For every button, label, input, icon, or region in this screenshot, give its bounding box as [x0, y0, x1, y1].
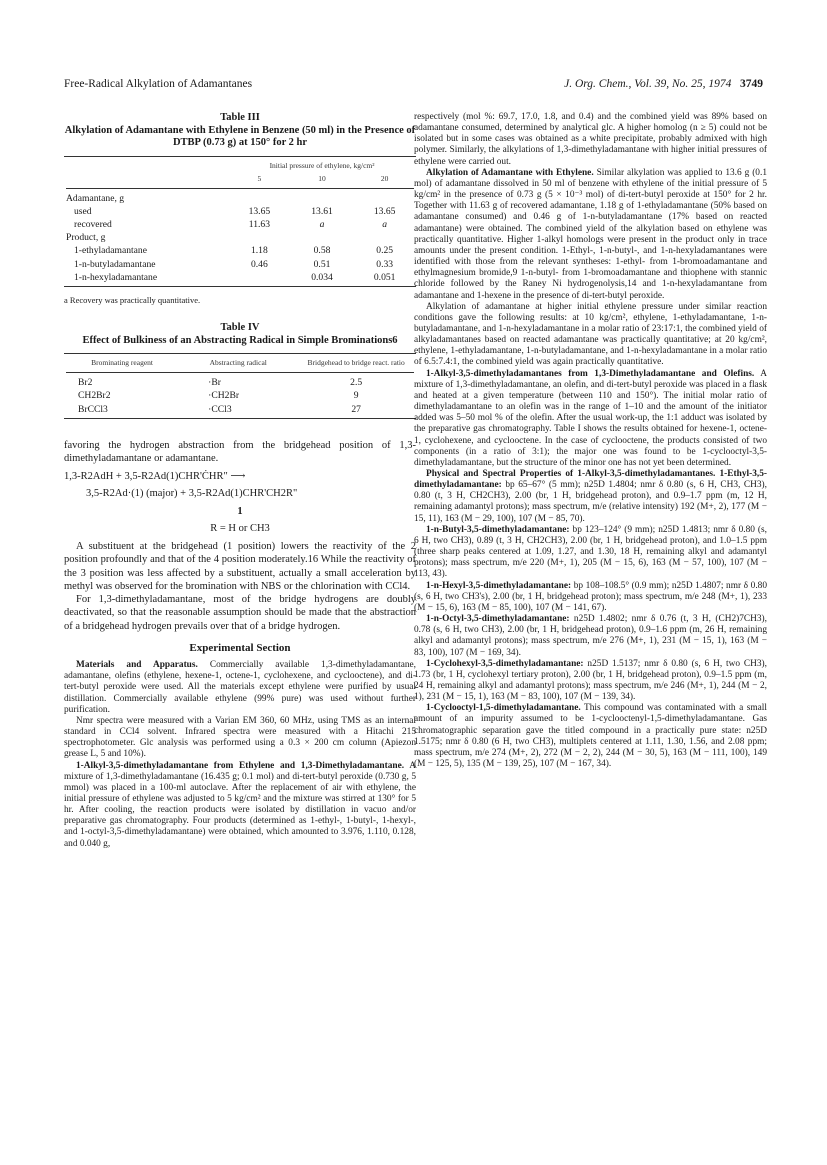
- paragraph: respectively (mol %: 69.7, 17.0, 1.8, and 0.4) and the combined yield was 89% based on adamantane consumed, determined by analytical glc. A higher homolog (n ≥ 5) could not be isolated but in some cases was obtained as a white precipitate, probably admixed with high polymer. Similarly, the alkylations of 1,3-dimethyladamantane with higher initial pressures of ethylene were carried out.: [414, 112, 767, 167]
- row-label: Product, g: [66, 232, 106, 244]
- table4-caption: Effect of Bulkiness of an Abstracting Radical in Simple Brominations6: [82, 334, 398, 346]
- table3-col-header: 5: [257, 173, 262, 183]
- table3-span-header: Initial pressure of ethylene, kg/cm²: [269, 160, 375, 170]
- cell: [353, 192, 416, 205]
- row-label: 1-n-hexyladamantane: [74, 271, 158, 283]
- row-label: 1-n-butyladamantane: [74, 258, 156, 270]
- cell: [228, 231, 291, 244]
- equation-line-2: 3,5-R2Ad·(1) (major) + 3,5-R2Ad(1)CHR'CH2R": [86, 488, 298, 500]
- row-label: used: [74, 205, 92, 217]
- cell: BrCCl3: [78, 403, 108, 415]
- paragraph: A substituent at the bridgehead (1 position) lowers the reactivity of the 2 position profoundly and that of the 4 position moderately.16 While the reactivity of the 3 position was less affected by a substituent, actually a small acceleration by methyl was observed for the bromination with NBS or the chlorination with CCl4.: [64, 540, 416, 592]
- table-row: [64, 205, 416, 218]
- paragraph-body: Commercially available 1,3-dimethyladamantane, adamantane, olefins (ethylene, hexene-1, octene-1, cyclohexene, and cyclooctene), and di-tert-butyl peroxide were used. All the materials except ethylene were purified by usual distillation. Commercially available ethylene (99% pure) was used without further purification.: [64, 660, 416, 715]
- row-label: 1-ethyladamantane: [74, 245, 147, 257]
- paragraph: [414, 525, 767, 581]
- cell: [291, 192, 354, 205]
- right-column: [414, 112, 767, 770]
- paragraph: [414, 168, 767, 302]
- cell: 0.034: [311, 271, 333, 283]
- table3-col-header: 10: [318, 173, 326, 183]
- paragraph-heading: 1-Alkyl-3,5-dimethyladamantane from Ethylene and 1,3-Dimethyladamantane.: [76, 760, 405, 771]
- row-label: recovered: [74, 219, 112, 231]
- table-row: [64, 231, 416, 244]
- table-row: [64, 218, 416, 231]
- table3-footnote: a Recovery was practically quantitative.: [64, 294, 201, 305]
- cell: a: [319, 219, 325, 231]
- paragraph-heading: Alkylation of Adamantane with Ethylene.: [426, 167, 594, 178]
- paragraph-heading: Physical and Spectral Properties of 1-Alkyl-3,5-dimethyladamantanes. 1-Ethyl-3,5-dimethyladamantane:: [414, 469, 767, 491]
- table-row: [64, 376, 416, 389]
- cell: 0.25: [376, 245, 394, 257]
- table-rule: [64, 418, 416, 419]
- paragraph-heading: 1-n-Hexyl-3,5-dimethyladamantane:: [426, 580, 572, 591]
- cell: 0.51: [313, 258, 331, 270]
- paragraph: [414, 703, 767, 770]
- equation-r-definition: R = H or CH3: [210, 522, 270, 534]
- cell: a: [382, 219, 388, 231]
- paragraph: Alkylation of adamantane at higher initial ethylene pressure under similar reaction conditions gave the following results: at 10 kg/cm², ethylene, 1-ethyladamantane, 1-n-butyladamantane, and 1-n-hexyladamantane in a molar ratio of 23:17:1, the combined yield of alkyladamantanes based on reacted adamantane was practically quantitative; at 20 kg/cm², ethylene, 1-ethyladamantane, 1-n-butyladamantane, and 1-n-hexyladamantane in a molar ratio of 6.5:7.4:1, the combined yield was again practically quantitative.: [414, 301, 767, 368]
- paragraph-body: A mixture of 1,3-dimethyladamantane (16.435 g; 0.1 mol) and di-tert-butyl peroxide (0.730 g, 5 mmol) was placed in a 100-ml autoclave. After the replacement of air with ethylene, the initial pressure of ethylene was adjusted to 5 kg/cm² and the mixture was stirred at 130° for 5 hr. After cooling, the reaction products were isolated by distillation in vacuo and/or preparative gas chromatography. Four products (determined as 1-ethyl-, 1-butyl-, 1-hexyl-, and 1-octyl-3,5-dimethyladamantane) were obtained, which amounted to 3.976, 1.110, 0.128, and 0.040 g,: [64, 760, 416, 849]
- cell: 0.58: [313, 245, 331, 257]
- cell: 1.18: [250, 245, 268, 257]
- cell: 0.051: [373, 271, 396, 283]
- paragraph: [414, 614, 767, 659]
- paragraph-body: Similar alkylation was applied to 13.6 g (0.1 mol) of adamantane dissolved in 50 ml of benzene with ethylene of the initial pressure of 5 kg/cm² in the presence of 0.73 g (5 × 10⁻³ mol) of di-tert-butyl peroxide at 150° for 2 hr. Together with 11.63 g of recovered adamantane, 1.18 g of 1-ethyladamantane (50% based on adamantane consumed) and 0.46 g of 1-n-butyladamantane (17% based on reacted adamantane) were obtained. The combined yield of the alkylation based on ethylene was practically quantitative. Higher 1-alkyl homologs were present in the product only in trace amounts under the present condition. 1-Ethyl-, 1-n-butyl-, and 1-n-hexyladamantanes were identified with those from the relevant syntheses: 1-ethyl- from 1-bromoadamantane and ethylmagnesium bromide,9 1-n-butyl- from 1-bromoadamantane and thiophene with stannic chloride followed by the Raney Ni hydrogenolysis,14 and 1-n-hexyladamantane from adamantane and 1-hexene in the presence of di-tert-butyl peroxide.: [414, 167, 767, 301]
- cell: 0.33: [376, 258, 394, 270]
- paragraph: [414, 581, 767, 614]
- paragraph-body: This compound was contaminated with a small amount of an impurity assumed to be 1-cyclooctenyl-1,5-dimethyladamantane. Gas chromatographic separation gave the titled compound in a practically pure state: n25D 1.5175; nmr δ 0.80 (6 H, two CH3), multiplets centered at 1.11, 1.30, 1.56, and 2.08 ppm; mass spectrum, m/e 274 (M+, 2), 272 (M − 2, 2), 244 (M − 30, 5), 163 (M − 111, 100), 149 (M − 125, 5), 135 (M − 139, 25), 107 (M − 167, 34).: [414, 703, 767, 770]
- paragraph-heading: 1-Alkyl-3,5-dimethyladamantanes from 1,3-Dimethyladamantane and Olefins.: [426, 368, 755, 379]
- table-row: [64, 271, 416, 284]
- paragraph: [64, 660, 416, 716]
- cell: 0.46: [250, 258, 268, 270]
- paragraph-heading: 1-n-Octyl-3,5-dimethyladamantane:: [426, 614, 570, 625]
- table-rule: [66, 372, 414, 373]
- table-rule: [64, 286, 416, 287]
- paragraph-body: bp 108–108.5° (0.9 mm); n25D 1.4807; nmr δ 0.80 (s, 6 H, two CH3's), 2.00 (br, 1 H, bridgehead proton); mass spectrum, m/e 248 (M+, 1), 233 (M − 15, 6), 163 (M − 85, 100), 107 (M − 141, 67).: [414, 580, 768, 613]
- paragraph: [414, 369, 767, 469]
- paragraph: Nmr spectra were measured with a Varian EM 360, 60 MHz, using TMS as an internal standard in CCl4 solvent. Infrared spectra were measured with a Hitachi 215 spectrophotometer. Glc analysis was performed using a 0.3 × 200 cm column (Apiezon grease L, 5 and 10%).: [64, 715, 416, 760]
- cell: 2.5: [350, 377, 363, 389]
- table3-title: Table III: [220, 112, 260, 123]
- table4-col-header: Abstracting radical: [209, 358, 267, 368]
- paragraph-heading: 1-Cyclooctyl-1,5-dimethyladamantane.: [426, 703, 581, 714]
- row-label: Adamantane, g: [66, 192, 125, 204]
- cell: [228, 192, 291, 205]
- cell: [228, 271, 291, 284]
- table-rule: [64, 353, 416, 354]
- table-row: [64, 403, 416, 416]
- paragraph-body: n25D 1.4802; nmr δ 0.76 (t, 3 H, (CH2)7CH3), 0.78 (s, 6 H, two CH3), 2.00 (br, 1 H, bridgehead proton), 0.9–1.6 ppm (m, 26 H, remaining alkyl and adamantyl protons); mass spectrum, m/e 276 (M+, 1), 231 (M − 15, 1), 163 (M − 83, 100), 107 (M − 169, 34).: [414, 614, 767, 658]
- paragraph: [414, 469, 767, 525]
- cell: ·CH2Br: [208, 390, 240, 402]
- left-column: [64, 112, 416, 850]
- cell: ·CCl3: [208, 403, 232, 415]
- cell: 27: [351, 403, 361, 415]
- cell: 13.65: [248, 205, 271, 217]
- paragraph-heading: 1-n-Butyl-3,5-dimethyladamantane:: [426, 524, 570, 535]
- paragraph: [414, 659, 767, 704]
- journal-name: J. Org. Chem., Vol. 39, No. 25, 1974: [564, 78, 732, 90]
- cell: [353, 231, 416, 244]
- cell: 11.63: [248, 219, 270, 231]
- paragraph: For 1,3-dimethyladamantane, most of the bridge hydrogens are doubly deactivated, so that the reasonable assumption should be made that the abstraction of a bridgehead hydrogen prevails over that of a bridge hydrogen.: [64, 594, 416, 632]
- table-row: [64, 389, 416, 402]
- table3-caption: Alkylation of Adamantane with Ethylene in Benzene (50 ml) in the Presence of DTBP (0.73 g) at 150° for 2 hr: [64, 124, 416, 148]
- table-rule: [64, 156, 416, 157]
- paragraph: [64, 761, 416, 850]
- table-row: [64, 258, 416, 271]
- table-rule: [66, 188, 414, 189]
- cell: 13.65: [373, 205, 396, 217]
- table-row: [64, 192, 416, 205]
- cell: Br2: [78, 377, 93, 389]
- paragraph-body: bp 123–124° (9 mm); n25D 1.4813; nmr δ 0.80 (s, 6 H, two CH3), 0.89 (t, 3 H, CH2CH3), 2.00 (br, 1 H, bridgehead proton), and 1.0–1.5 ppm (three sharp peaks centered at 1.09, 1.27, and 1.30, 18 H, remaining alkyl and adamantyl protons); mass spectrum, m/e 220 (M+, 1), 205 (M − 15, 6), 163 (M − 57, 100), 107 (M − 113, 43).: [414, 524, 767, 580]
- table3: [64, 159, 416, 284]
- cell: [291, 231, 354, 244]
- table-row: [64, 244, 416, 257]
- page-number: 3749: [740, 78, 763, 90]
- running-title: Free-Radical Alkylation of Adamantanes: [64, 78, 253, 90]
- paragraph-heading: Materials and Apparatus.: [76, 660, 198, 671]
- table4-col-header: Brominating reagent: [91, 358, 153, 368]
- cell: 13.61: [311, 205, 333, 217]
- paragraph-body: bp 65–67° (5 mm); n25D 1.4804; nmr δ 0.80 (s, 6 H, CH3, CH3), 0.80 (t, 3 H, CH2CH3), 2.00 (br, 1 H, bridgehead proton), and 0.9–1.7 ppm (m, 12 H, remaining adamantyl protons); mass spectrum, m/e (relative intensity) 192 (M+, 2), 177 (M − 15, 11), 163 (M − 29, 100), 107 (M − 85, 70).: [414, 480, 767, 524]
- equation-number: 1: [237, 505, 243, 517]
- paragraph-heading: 1-Cyclohexyl-3,5-dimethyladamantane:: [426, 658, 584, 669]
- cell: 9: [353, 390, 359, 402]
- section-heading: Experimental Section: [189, 641, 291, 654]
- cell: ·Br: [208, 377, 221, 389]
- cell: CH2Br2: [78, 390, 111, 402]
- journal-citation: [564, 78, 763, 90]
- paragraph-body: A mixture of 1,3-dimethyladamantane, an olefin, and di-tert-butyl peroxide was placed in a flask and heated at a given temperature (between 110 and 150°). The initial molar ratio of dimethyladamantane to an olefin was in the range of 1–10 and the amount of the initiator added was 5–50 mol % of the olefin. After the usual work-up, the 1:1 adduct was isolated by the preparative gas chromatography. Table I shows the results obtained for hexene-1, octene-1, cyclohexene, and cyclooctene. In the case of cyclooctene, the products consisted of two components (in a ratio of 3:1); the major one was found to be 1-cyclooctyl-3,5-dimethyladamantane, but the structure of the minor one has not yet been determined.: [414, 368, 767, 468]
- table3-col-header: 20: [380, 173, 389, 183]
- table4: [64, 356, 416, 416]
- paragraph: favoring the hydrogen abstraction from the bridgehead position of 1,3-dimethyladamantane or adamantane.: [64, 439, 416, 464]
- table4-col-header: Bridgehead to bridge react. ratio: [307, 358, 405, 368]
- table4-title: Table IV: [220, 322, 260, 334]
- paragraph-body: n25D 1.5137; nmr δ 0.80 (s, 6 H, two CH3), 1.73 (br, 1 H, cyclohexyl tertiary proton), 2.00 (br, 1 H, bridgehead proton), 0.9–1.5 ppm (m, 24 H, remaining alkyl and adamantyl protons); mass spectrum, m/e 246 (M+, 1), 244 (M − 2, 1), 231 (M − 15, 1), 163 (M − 83, 100), 107 (M − 139, 34).: [414, 658, 767, 703]
- equation-line-1: 1,3-R2AdH + 3,5-R2Ad(1)CHR'ĊHR" ⟶: [64, 471, 246, 483]
